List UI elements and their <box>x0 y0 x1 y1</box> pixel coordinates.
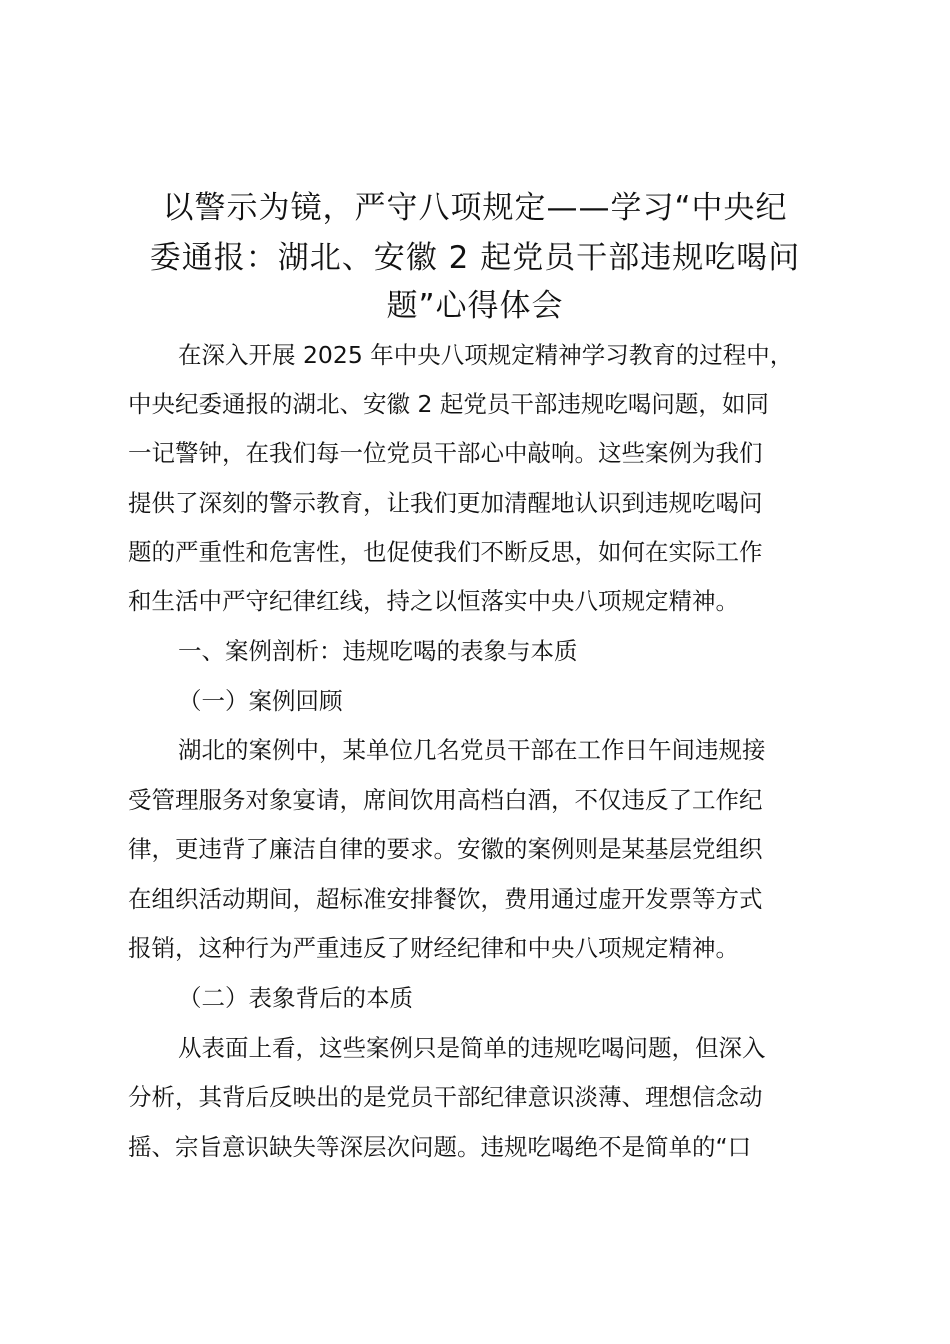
paragraph-3-line-3: 摇、宗旨意识缺失等深层次问题。违规吃喝绝不是简单的“口 <box>128 1133 752 1161</box>
section-heading-1: 一、案例剖析：违规吃喝的表象与本质 <box>178 637 578 665</box>
paragraph-1-line-1: 在深入开展 2025 年中央八项规定精神学习教育的过程中， <box>178 341 794 369</box>
paragraph-1-line-6: 和生活中严守纪律红线，持之以恒落实中央八项规定精神。 <box>128 587 739 615</box>
paragraph-1-line-3: 一记警钟，在我们每一位党员干部心中敲响。这些案例为我们 <box>128 439 763 467</box>
paragraph-1-line-2: 中央纪委通报的湖北、安徽 2 起党员干部违规吃喝问题，如同 <box>128 390 769 418</box>
document-title-line-1: 以警示为镜，严守八项规定——学习“中央纪 <box>162 190 788 226</box>
paragraph-3-line-1: 从表面上看，这些案例只是简单的违规吃喝问题，但深入 <box>178 1034 766 1062</box>
paragraph-1-line-5: 题的严重性和危害性，也促使我们不断反思，如何在实际工作 <box>128 538 763 566</box>
subsection-heading-2: （二）表象背后的本质 <box>178 984 413 1012</box>
paragraph-2-line-3: 律，更违背了廉洁自律的要求。安徽的案例则是某基层党组织 <box>128 835 763 863</box>
document-title-line-3: 题”心得体会 <box>386 288 564 324</box>
paragraph-2-line-1: 湖北的案例中，某单位几名党员干部在工作日午间违规接 <box>178 736 766 764</box>
paragraph-2-line-5: 报销，这种行为严重违反了财经纪律和中央八项规定精神。 <box>128 934 739 962</box>
document-title-line-2: 委通报：湖北、安徽 2 起党员干部违规吃喝问 <box>149 240 801 276</box>
paragraph-3-line-2: 分析，其背后反映出的是党员干部纪律意识淡薄、理想信念动 <box>128 1083 763 1111</box>
paragraph-2-line-2: 受管理服务对象宴请，席间饮用高档白酒，不仅违反了工作纪 <box>128 786 763 814</box>
paragraph-1-line-4: 提供了深刻的警示教育，让我们更加清醒地认识到违规吃喝问 <box>128 489 763 517</box>
subsection-heading-1: （一）案例回顾 <box>178 687 343 715</box>
paragraph-2-line-4: 在组织活动期间，超标准安排餐饮，费用通过虚开发票等方式 <box>128 885 763 913</box>
